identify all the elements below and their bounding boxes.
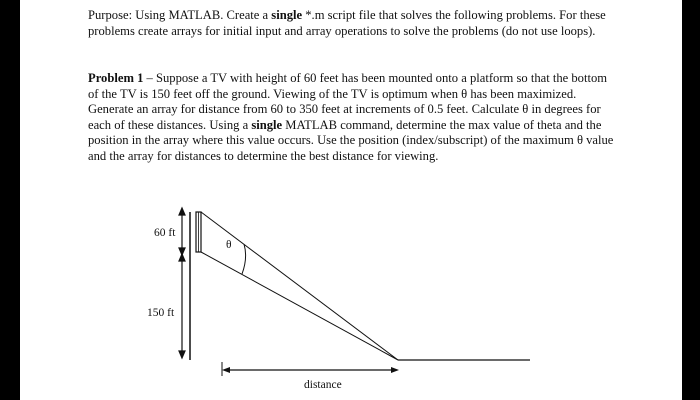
platform-height-label: 150 ft <box>147 307 175 319</box>
sight-line-top <box>201 212 398 360</box>
problem-label: Problem 1 <box>88 71 144 85</box>
sight-line-bottom <box>201 252 398 360</box>
document-page <box>20 0 682 400</box>
purpose-text-end: *.m script file that solves the following problems. For these problems create arrays for initial input and array operations to solve the problems (do not use loops). <box>88 8 606 38</box>
problem-1-paragraph <box>88 71 618 165</box>
purpose-paragraph <box>88 8 618 39</box>
tv-height-label: 60 ft <box>154 227 176 239</box>
purpose-bold-single: single <box>271 8 303 22</box>
purpose-text-start: Purpose: Using MATLAB. Create a <box>88 8 272 22</box>
tv-viewing-diagram <box>120 200 540 400</box>
distance-label: distance <box>304 379 342 391</box>
problem-text-end: MATLAB command, determine the max value of theta and the position in the array where this value occurs. Use the position (index/subscript) of the maximum θ value and the array for distances to determine the best distance for viewing. <box>88 117 614 163</box>
problem-bold-single: single <box>251 117 283 132</box>
problem-text-start: – Suppose a TV with height of 60 feet has been mounted onto a platform so that the bottom of the TV is 150 feet off the ground. Viewing of the TV is optimum when θ has been maximized. Generate an array for distance from 60 to 350 feet at increments of 0.5 feet. Calculate θ in degrees for each of these distances. Using a <box>88 71 608 132</box>
theta-arc <box>242 244 246 274</box>
theta-label: θ <box>226 239 232 251</box>
